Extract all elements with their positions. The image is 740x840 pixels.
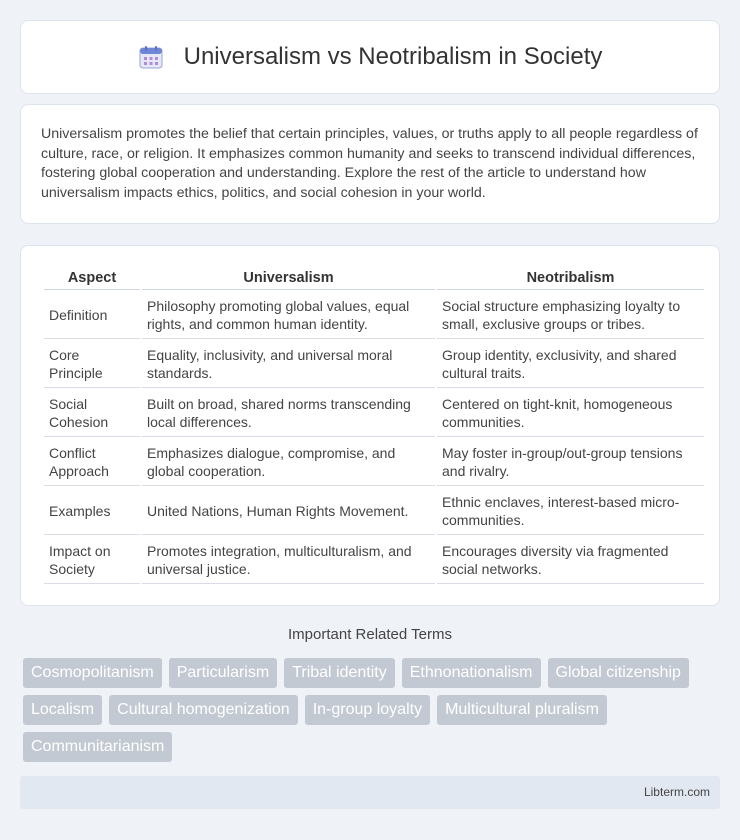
tag-communitarianism[interactable]: Communitarianism xyxy=(23,732,172,762)
row-neotribalism: Ethnic enclaves, interest-based micro-communities. xyxy=(437,488,704,535)
tag-localism[interactable]: Localism xyxy=(23,695,102,725)
related-terms-title: Important Related Terms xyxy=(288,626,452,643)
tag-particularism[interactable]: Particularism xyxy=(169,658,277,688)
tag-multicultural-pluralism[interactable]: Multicultural pluralism xyxy=(437,695,607,725)
tag-cultural-homogenization[interactable]: Cultural homogenization xyxy=(109,695,298,725)
row-neotribalism: Encourages diversity via fragmented social networks. xyxy=(437,537,704,584)
row-aspect: Social Cohesion xyxy=(44,390,140,437)
tag-cosmopolitanism[interactable]: Cosmopolitanism xyxy=(23,658,162,688)
table-row xyxy=(44,390,704,437)
tag-global-citizenship[interactable]: Global citizenship xyxy=(548,658,689,688)
comparison-table xyxy=(42,266,706,586)
table-header-row xyxy=(44,268,704,290)
row-universalism: Philosophy promoting global values, equal rights, and common human identity. xyxy=(142,292,435,339)
table-row xyxy=(44,537,704,584)
row-neotribalism: May foster in-group/out-group tensions and rivalry. xyxy=(437,439,704,486)
header-neotribalism: Neotribalism xyxy=(437,268,704,290)
table-row xyxy=(44,439,704,486)
row-aspect: Definition xyxy=(44,292,140,339)
table-row xyxy=(44,292,704,339)
footer xyxy=(20,776,720,809)
intro-paragraph: Universalism promotes the belief that certain principles, values, or truths apply to all people regardless of culture, race, or religion. It emphasizes common humanity and seeks to transcend individual differences, fostering global cooperation and understanding. Explore the rest of the article to understand how universalism impacts ethics, politics, and social cohesion in your world. xyxy=(41,126,698,201)
row-aspect: Core Principle xyxy=(44,341,140,388)
row-neotribalism: Social structure emphasizing loyalty to small, exclusive groups or tribes. xyxy=(437,292,704,339)
calendar-icon xyxy=(138,44,164,70)
footer-site-link[interactable]: Libterm.com xyxy=(643,785,710,799)
row-universalism: United Nations, Human Rights Movement. xyxy=(142,488,435,535)
row-universalism: Built on broad, shared norms transcending local differences. xyxy=(142,390,435,437)
title-wrap xyxy=(138,43,603,71)
row-neotribalism: Group identity, exclusivity, and shared cultural traits. xyxy=(437,341,704,388)
page-title: Universalism vs Neotribalism in Society xyxy=(183,43,603,70)
header-aspect: Aspect xyxy=(44,268,140,290)
row-aspect: Examples xyxy=(44,488,140,535)
tag-in-group-loyalty[interactable]: In-group loyalty xyxy=(305,695,430,725)
table-row xyxy=(44,488,704,535)
intro-card xyxy=(20,104,720,224)
row-universalism: Equality, inclusivity, and universal moral standards. xyxy=(142,341,435,388)
row-universalism: Promotes integration, multiculturalism, and universal justice. xyxy=(142,537,435,584)
row-aspect: Impact on Society xyxy=(44,537,140,584)
row-universalism: Emphasizes dialogue, compromise, and global cooperation. xyxy=(142,439,435,486)
tag-tribal-identity[interactable]: Tribal identity xyxy=(284,658,395,688)
row-aspect: Conflict Approach xyxy=(44,439,140,486)
comparison-table-card xyxy=(20,245,720,606)
related-terms-tags xyxy=(23,658,723,762)
table-row xyxy=(44,341,704,388)
row-neotribalism: Centered on tight-knit, homogeneous communities. xyxy=(437,390,704,437)
header-universalism: Universalism xyxy=(142,268,435,290)
tag-ethnonationalism[interactable]: Ethnonationalism xyxy=(402,658,541,688)
header-card xyxy=(20,20,720,94)
